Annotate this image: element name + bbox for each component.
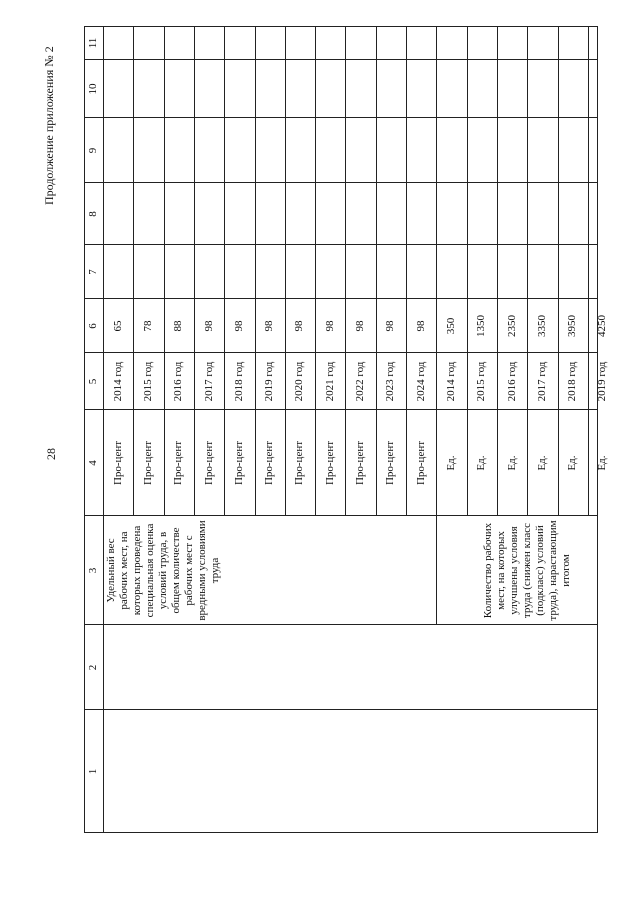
year-cell: 2024 год	[414, 361, 427, 402]
year-cell: 2018 год	[232, 361, 245, 402]
unit-cell: Про-цент	[232, 440, 245, 486]
value-cell: 98	[202, 320, 215, 332]
page-header: Продолжение приложения № 2	[42, 46, 56, 205]
unit-cell: Ед.	[566, 455, 579, 471]
table-rule	[84, 709, 598, 710]
value-cell: 4250	[596, 315, 609, 337]
unit-cell: Ед.	[475, 455, 488, 471]
unit-cell: Про-цент	[354, 440, 367, 486]
year-cell: 2020 год	[293, 361, 306, 402]
page-number: 28	[44, 448, 58, 460]
year-cell: 2023 год	[384, 361, 397, 402]
year-cell: 2019 год	[263, 361, 276, 402]
unit-cell: Ед.	[505, 455, 518, 471]
column-number-4: 4	[87, 460, 99, 466]
unit-cell: Про-цент	[202, 440, 215, 486]
value-cell: 98	[354, 320, 367, 332]
table-rule	[84, 244, 598, 245]
column-number-1: 1	[87, 768, 99, 775]
column-number-6: 6	[87, 323, 99, 329]
year-cell: 2016 год	[172, 361, 185, 402]
year-cell: 2015 год	[141, 361, 154, 402]
unit-cell: Про-цент	[263, 440, 276, 486]
value-cell: 1350	[475, 315, 488, 337]
unit-cell: Про-цент	[172, 440, 185, 486]
unit-cell: Про-цент	[111, 440, 124, 486]
column-number-3: 3	[87, 567, 99, 574]
column-number-8: 8	[87, 211, 99, 217]
table-rule	[84, 182, 598, 183]
table-rule	[84, 59, 598, 60]
year-cell: 2014 год	[444, 361, 457, 402]
year-cell: 2017 год	[202, 361, 215, 402]
unit-cell: Про-цент	[293, 440, 306, 486]
unit-cell: Про-цент	[414, 440, 427, 486]
column-number-5: 5	[87, 378, 99, 385]
table-rule	[84, 117, 598, 118]
value-cell: 78	[141, 320, 154, 332]
year-cell: 2021 год	[323, 361, 336, 402]
year-cell: 2016 год	[505, 361, 518, 402]
value-cell: 98	[414, 320, 427, 332]
column-number-11: 11	[87, 37, 99, 49]
column-number-2: 2	[87, 664, 99, 671]
value-cell: 65	[111, 320, 124, 332]
data-table	[84, 26, 609, 833]
year-cell: 2022 год	[354, 361, 367, 402]
unit-cell: Ед.	[535, 455, 548, 471]
value-cell: 98	[384, 320, 397, 332]
table-rule	[84, 832, 598, 833]
unit-cell: Ед.	[444, 455, 457, 471]
column-number-10: 10	[87, 83, 99, 95]
unit-cell: Про-цент	[141, 440, 154, 486]
unit-cell: Про-цент	[323, 440, 336, 486]
year-cell: 2015 год	[475, 361, 488, 402]
value-cell: 3950	[566, 315, 579, 337]
indicator-1-label: Удельный вес рабочих мест, на которых проведена специальная оценка условий труда, в общем количестве рабочих мест с вредными условиями труда	[105, 520, 221, 621]
unit-cell: Про-цент	[384, 440, 397, 486]
value-cell: 98	[293, 320, 306, 332]
year-cell: 2019 год	[596, 361, 609, 402]
unit-cell: Ед.	[596, 455, 609, 471]
year-cell: 2018 год	[566, 361, 579, 402]
value-cell: 98	[263, 320, 276, 332]
table-rule	[84, 26, 598, 27]
year-cell: 2017 год	[535, 361, 548, 402]
column-number-9: 9	[87, 147, 99, 154]
value-cell: 350	[444, 317, 457, 335]
column-number-7: 7	[87, 269, 99, 275]
year-cell: 2014 год	[111, 361, 124, 402]
value-cell: 98	[232, 320, 245, 332]
value-cell: 2350	[505, 315, 518, 337]
value-cell: 3350	[535, 315, 548, 337]
value-cell: 98	[323, 320, 336, 332]
indicator-2-label: Количество рабочих мест, на которых улучшены условия труда (снижен класс (подкласс) условий труда), нарастающим итогом	[481, 520, 572, 621]
value-cell: 88	[172, 320, 185, 332]
